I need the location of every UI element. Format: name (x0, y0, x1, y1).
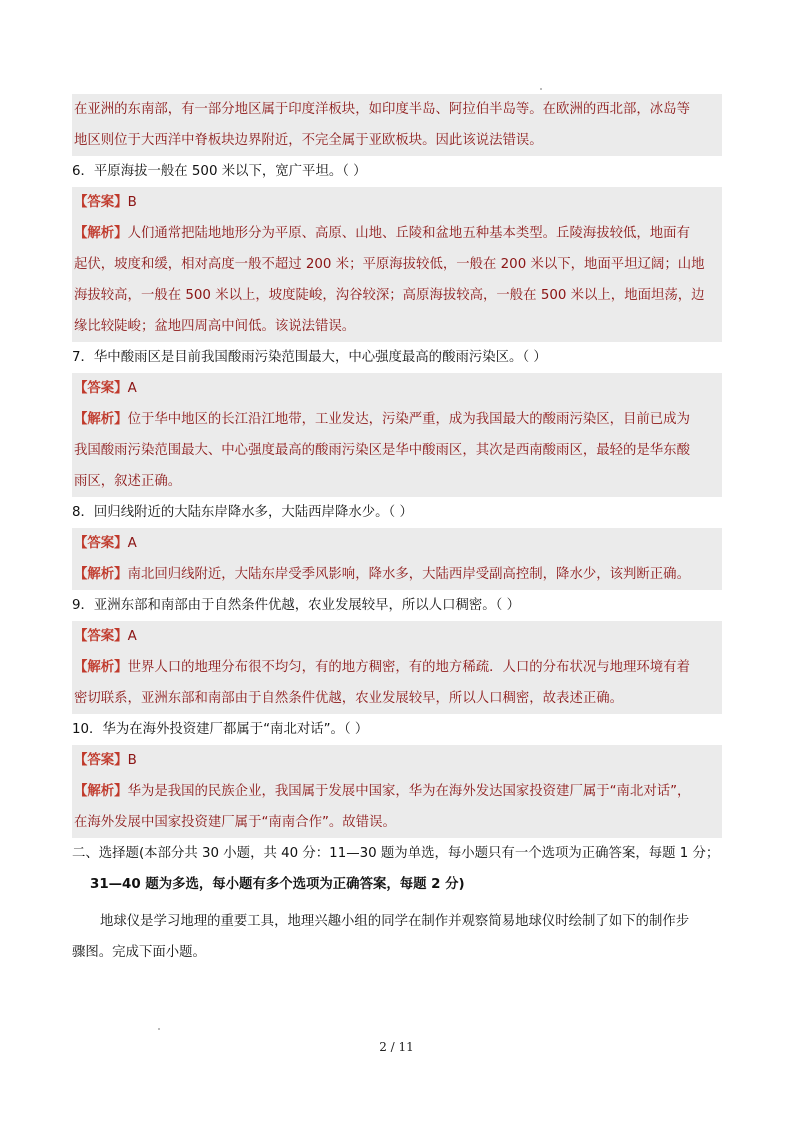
page-number: 2 / 11 (379, 1040, 414, 1054)
analysis-line: 我国酸雨污染范围最大、中心强度最高的酸雨污染区是华中酸雨区，其次是西南酸雨区，最轻的是华东酸 (74, 443, 690, 458)
analysis-line: 在海外发展中国家投资建厂属于“南南合作”。故错误。 (74, 815, 396, 830)
analysis-label: 【解析】 (74, 567, 128, 582)
section-2-heading (72, 838, 722, 869)
scan-dot (158, 1028, 160, 1030)
analysis-line: 密切联系，亚洲东部和南部由于自然条件优越，农业发展较早，所以人口稠密，故表述正确。 (74, 691, 624, 706)
section-2-line: 31—40 题为多选，每小题有多个选项为正确答案，每题 2 分) (90, 877, 465, 892)
analysis-line: 缘比较陡峻；盆地四周高中间低。该说法错误。 (74, 319, 356, 334)
question-7-title: 7．华中酸雨区是目前我国酸雨污染范围最大，中心强度最高的酸雨污染区。（ ） (72, 350, 547, 365)
stem-line: 地球仪是学习地理的重要工具，地理兴趣小组的同学在制作并观察简易地球仪时绘制了如下的制作步 (100, 914, 690, 929)
answer-value: B (127, 195, 137, 210)
analysis-line: 雨区，叙述正确。 (74, 474, 182, 489)
answer-label: 【答案】 (74, 753, 128, 768)
analysis-line: 位于华中地区的长江沿江地带，工业发达，污染严重，成为我国最大的酸雨污染区，目前已成为 (127, 412, 690, 427)
scan-dot (540, 88, 542, 90)
question-8-title: 8．回归线附近的大陆东岸降水多，大陆西岸降水少。（ ） (72, 505, 413, 520)
answer-value: A (127, 536, 137, 551)
question-7-analysis (72, 404, 722, 497)
analysis-label: 【解析】 (74, 226, 128, 241)
question-10-analysis (72, 776, 722, 838)
question-8-answer (72, 528, 722, 559)
question-stem (72, 906, 722, 968)
answer-value: A (127, 629, 137, 644)
question-10-title: 10．华为在海外投资建厂都属于“南北对话”。（ ） (72, 722, 369, 737)
answer-label: 【答案】 (74, 381, 128, 396)
question-9-analysis (72, 652, 722, 714)
analysis-label: 【解析】 (74, 412, 128, 427)
question-9-answer (72, 621, 722, 652)
question-6-title: 6．平原海拔一般在 500 米以下，宽广平坦。（ ） (72, 164, 367, 179)
answer-value: B (127, 753, 137, 768)
question-9-title: 9．亚洲东部和南部由于自然条件优越，农业发展较早，所以人口稠密。（ ） (72, 598, 520, 613)
answer-value: A (127, 381, 137, 396)
intro-analysis-block (72, 94, 722, 156)
answer-label: 【答案】 (74, 536, 128, 551)
analysis-line: 人们通常把陆地地形分为平原、高原、山地、丘陵和盆地五种基本类型。丘陵海拔较低，地面有 (127, 226, 690, 241)
question-8-analysis (72, 559, 722, 590)
question-10-answer (72, 745, 722, 776)
analysis-label: 【解析】 (74, 660, 128, 675)
intro-line: 地区则位于大西洋中脊板块边界附近，不完全属于亚欧板块。因此该说法错误。 (74, 133, 543, 148)
section-2-heading-cont (72, 869, 722, 900)
intro-line: 在亚洲的东南部，有一部分地区属于印度洋板块，如印度半岛、阿拉伯半岛等。在欧洲的西北部，冰岛等 (74, 102, 690, 117)
answer-label: 【答案】 (74, 629, 128, 644)
question-7-answer (72, 373, 722, 404)
analysis-line: 华为是我国的民族企业，我国属于发展中国家，华为在海外发达国家投资建厂属于“南北对话”， (127, 784, 691, 799)
analysis-line: 起伏，坡度和缓，相对高度一般不超过 200 米；平原海拔较低，一般在 200 米以下，地面平坦辽阔；山地 (74, 257, 705, 272)
question-6-analysis (72, 218, 722, 342)
analysis-line: 南北回归线附近，大陆东岸受季风影响，降水多，大陆西岸受副高控制，降水少，该判断正确。 (127, 567, 690, 582)
analysis-line: 世界人口的地理分布很不均匀，有的地方稠密，有的地方稀疏．人口的分布状况与地理环境有着 (127, 660, 690, 675)
document-page (72, 94, 722, 968)
analysis-label: 【解析】 (74, 784, 128, 799)
section-2-line: 二、选择题(本部分共 30 小题，共 40 分：11—30 题为单选，每小题只有一个选项为正确答案，每题 1 分； (72, 846, 720, 861)
analysis-line: 海拔较高，一般在 500 米以上，坡度陡峻，沟谷较深；高原海拔较高，一般在 500 米以上，地面坦荡，边 (74, 288, 705, 303)
stem-line: 骤图。完成下面小题。 (72, 945, 206, 960)
answer-label: 【答案】 (74, 195, 128, 210)
question-6-answer (72, 187, 722, 218)
